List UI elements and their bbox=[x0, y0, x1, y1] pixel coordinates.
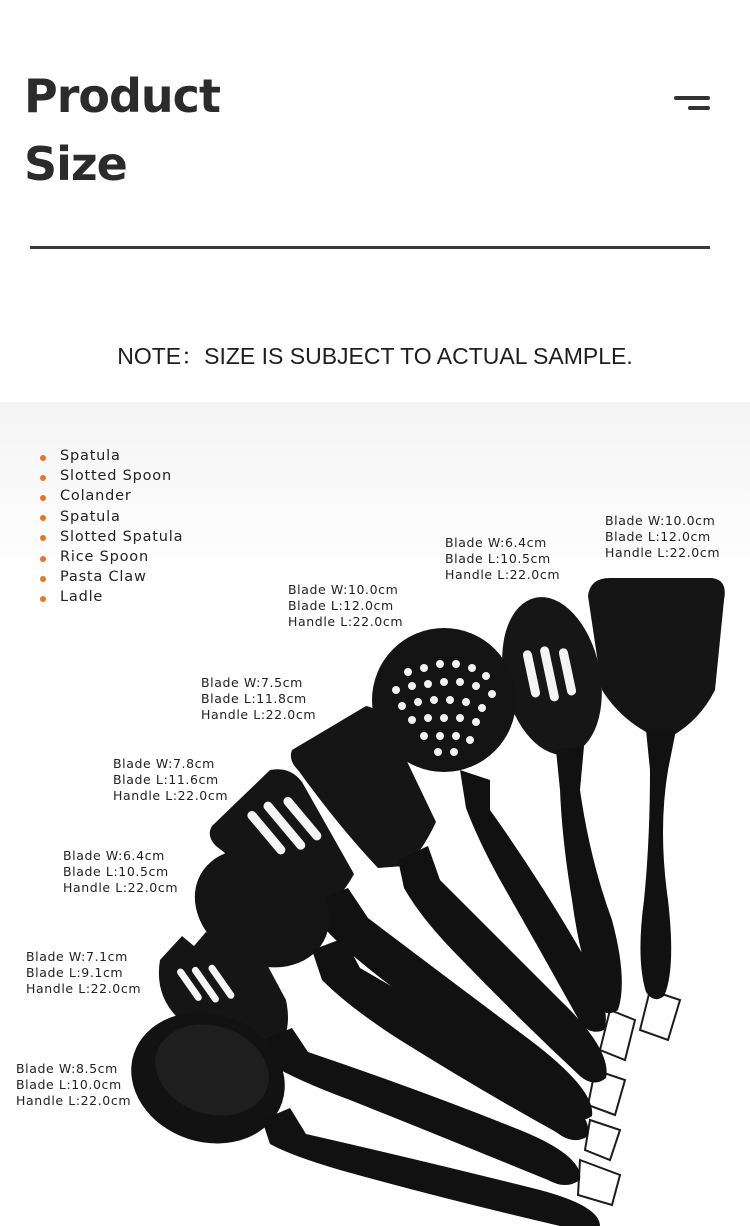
handle-length: Handle L:22.0cm bbox=[201, 707, 317, 722]
blade-length: Blade L:12.0cm bbox=[288, 598, 394, 613]
legend-item bbox=[40, 587, 183, 607]
handle-length: Handle L:22.0cm bbox=[16, 1093, 132, 1108]
blade-length: Blade L:11.8cm bbox=[201, 691, 307, 706]
bullet-dot-icon bbox=[40, 556, 46, 562]
blade-length: Blade L:10.5cm bbox=[63, 864, 169, 879]
bullet-dot-icon bbox=[40, 576, 46, 582]
menu-icon[interactable] bbox=[674, 96, 712, 114]
blade-width: Blade W:7.5cm bbox=[201, 675, 303, 690]
handle-length: Handle L:22.0cm bbox=[445, 567, 561, 582]
menu-icon-bar-bottom bbox=[688, 106, 710, 110]
dimension-label-spatula bbox=[201, 675, 316, 723]
blade-length: Blade L:10.5cm bbox=[445, 551, 551, 566]
blade-width: Blade W:7.8cm bbox=[113, 756, 215, 771]
bullet-dot-icon bbox=[40, 515, 46, 521]
handle-length: Handle L:22.0cm bbox=[605, 545, 721, 560]
legend-item-label: Pasta Claw bbox=[60, 569, 147, 586]
blade-width: Blade W:8.5cm bbox=[16, 1061, 118, 1076]
dimension-label-rice-spoon bbox=[63, 848, 178, 896]
utensil-legend bbox=[40, 446, 183, 608]
blade-width: Blade W:6.4cm bbox=[445, 535, 547, 550]
bullet-dot-icon bbox=[40, 475, 46, 481]
legend-item-label: Spatula bbox=[60, 508, 121, 525]
legend-item-label: Rice Spoon bbox=[60, 549, 149, 566]
handle-length: Handle L:22.0cm bbox=[63, 880, 179, 895]
legend-item-label: Colander bbox=[60, 488, 132, 505]
legend-item-label: Spatula bbox=[60, 448, 121, 465]
menu-icon-bar-top bbox=[674, 96, 710, 100]
legend-item bbox=[40, 466, 183, 486]
legend-item bbox=[40, 567, 183, 587]
blade-length: Blade L:11.6cm bbox=[113, 772, 219, 787]
blade-length: Blade L:10.0cm bbox=[16, 1077, 122, 1092]
blade-width: Blade W:6.4cm bbox=[63, 848, 165, 863]
legend-item-label: Slotted Spatula bbox=[60, 528, 184, 545]
page-title-line1: Product bbox=[24, 69, 220, 123]
dimension-label-slotted-spoon bbox=[445, 535, 560, 583]
handle-length: Handle L:22.0cm bbox=[26, 981, 142, 996]
bullet-dot-icon bbox=[40, 535, 46, 541]
blade-width: Blade W:7.1cm bbox=[26, 949, 128, 964]
blade-width: Blade W:10.0cm bbox=[288, 582, 399, 597]
bullet-dot-icon bbox=[40, 455, 46, 461]
legend-item bbox=[40, 547, 183, 567]
legend-item bbox=[40, 507, 183, 527]
legend-item bbox=[40, 446, 183, 466]
dimension-label-colander bbox=[288, 582, 403, 630]
bullet-dot-icon bbox=[40, 495, 46, 501]
legend-item-label: Slotted Spoon bbox=[60, 468, 172, 485]
handle-length: Handle L:22.0cm bbox=[288, 614, 404, 629]
dimension-label-pasta-claw bbox=[26, 949, 141, 997]
legend-item bbox=[40, 527, 183, 547]
blade-length: Blade L:9.1cm bbox=[26, 965, 124, 980]
dimension-label-ladle bbox=[16, 1061, 131, 1109]
blade-length: Blade L:12.0cm bbox=[605, 529, 711, 544]
blade-width: Blade W:10.0cm bbox=[605, 513, 716, 528]
dimension-label-spatula-wide bbox=[605, 513, 720, 561]
page-title bbox=[24, 62, 220, 198]
dimension-label-slotted-spatula bbox=[113, 756, 228, 804]
page-title-line2: Size bbox=[24, 137, 127, 191]
bullet-dot-icon bbox=[40, 596, 46, 602]
size-note: NOTE：SIZE IS SUBJECT TO ACTUAL SAMPLE. bbox=[117, 343, 633, 369]
handle-length: Handle L:22.0cm bbox=[113, 788, 229, 803]
legend-item bbox=[40, 486, 183, 506]
header-divider bbox=[30, 246, 710, 249]
legend-item-label: Ladle bbox=[60, 589, 104, 606]
